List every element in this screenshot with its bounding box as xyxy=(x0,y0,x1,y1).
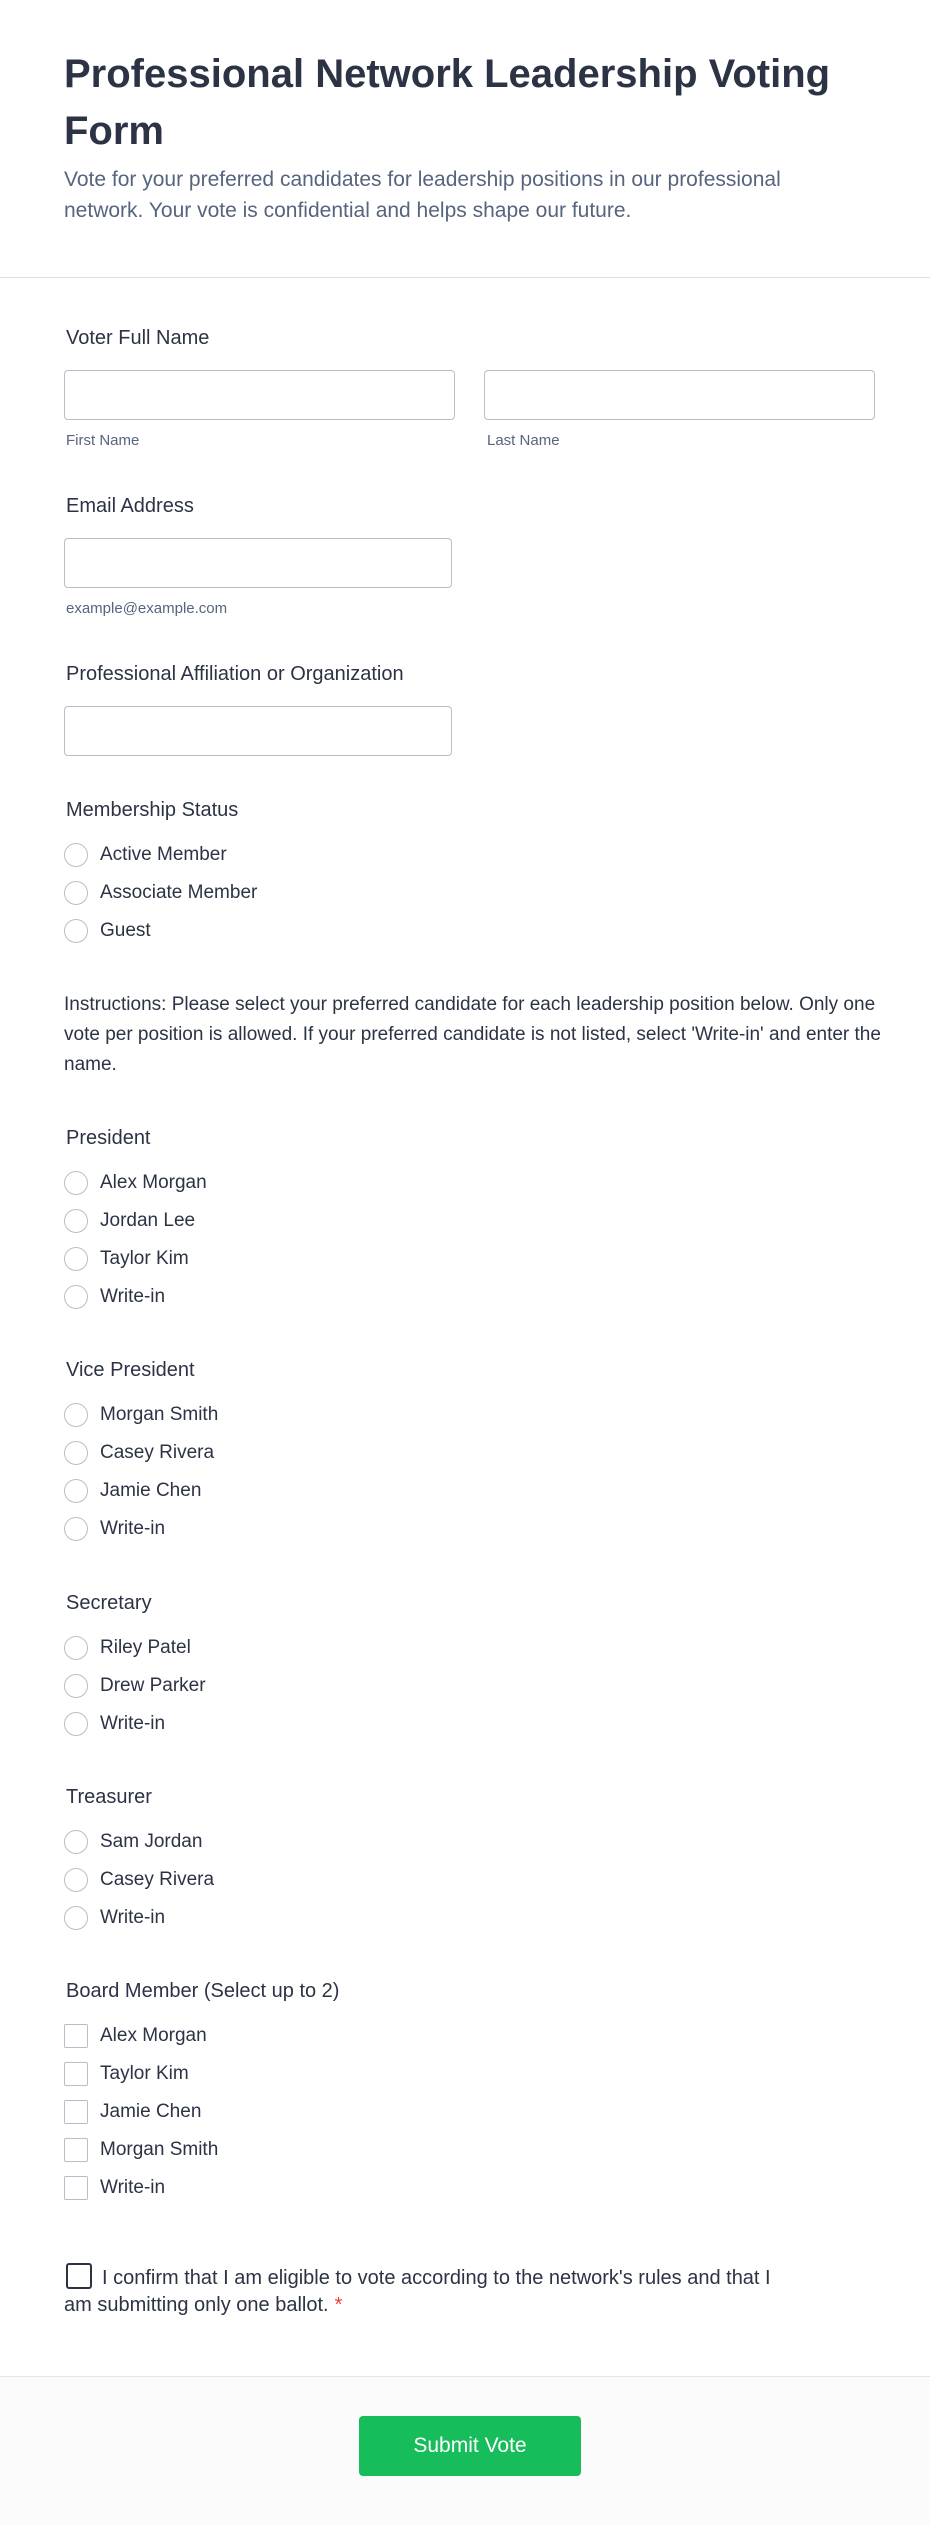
secretary-option-2[interactable] xyxy=(64,1672,206,1700)
president-option-writein[interactable] xyxy=(64,1283,165,1311)
board-member-option-2[interactable] xyxy=(64,2060,189,2088)
radio-button[interactable] xyxy=(64,1712,88,1736)
secretary-option-1[interactable] xyxy=(64,1634,191,1662)
form-description: Vote for your preferred candidates for leadership positions in our professional network. Your vote is confidential and helps shape our future. xyxy=(64,168,781,222)
voter-name-label: Voter Full Name xyxy=(66,327,210,349)
option-label: Associate Member xyxy=(100,882,258,903)
president-option-3[interactable] xyxy=(64,1245,189,1273)
first-name-sublabel: First Name xyxy=(66,432,140,449)
board-member-option-1[interactable] xyxy=(64,2022,207,2050)
vice-president-option-writein[interactable] xyxy=(64,1515,165,1543)
first-name-input[interactable] xyxy=(64,370,455,420)
checkbox[interactable] xyxy=(64,2024,88,2048)
email-input[interactable] xyxy=(64,538,452,588)
radio-button[interactable] xyxy=(64,1636,88,1660)
eligibility-confirmation[interactable] xyxy=(64,2263,784,2319)
membership-option-guest[interactable] xyxy=(64,917,151,945)
option-label: Alex Morgan xyxy=(100,1172,207,1193)
membership-option-active[interactable] xyxy=(64,841,227,869)
membership-status-label: Membership Status xyxy=(66,799,239,821)
option-label: Taylor Kim xyxy=(100,2063,189,2084)
option-label: Write-in xyxy=(100,2177,166,2198)
president-label: President xyxy=(66,1127,151,1149)
option-label: Casey Rivera xyxy=(100,1869,215,1890)
option-label: Sam Jordan xyxy=(100,1831,203,1852)
radio-button[interactable] xyxy=(64,1479,88,1503)
option-label: Jamie Chen xyxy=(100,1480,202,1501)
confirmation-text: I confirm that I am eligible to vote according to the network's rules and that I am submitting only one ballot. xyxy=(64,2267,771,2316)
option-label: Jordan Lee xyxy=(100,1210,196,1231)
checkbox[interactable] xyxy=(64,2138,88,2162)
radio-button[interactable] xyxy=(64,1403,88,1427)
option-label: Write-in xyxy=(100,1518,166,1539)
option-label: Riley Patel xyxy=(100,1637,191,1658)
radio-button[interactable] xyxy=(64,1247,88,1271)
form-title: Professional Network Leadership Voting Form xyxy=(64,52,831,153)
radio-button[interactable] xyxy=(64,1285,88,1309)
option-label: Alex Morgan xyxy=(100,2025,207,2046)
option-label: Taylor Kim xyxy=(100,1248,189,1269)
treasurer-label: Treasurer xyxy=(66,1786,152,1808)
option-label: Write-in xyxy=(100,1713,166,1734)
treasurer-option-writein[interactable] xyxy=(64,1904,165,1932)
radio-button[interactable] xyxy=(64,1674,88,1698)
board-member-option-writein[interactable] xyxy=(64,2174,165,2202)
treasurer-option-2[interactable] xyxy=(64,1866,214,1894)
checkbox[interactable] xyxy=(64,2062,88,2086)
option-label: Morgan Smith xyxy=(100,1404,219,1425)
membership-option-associate[interactable] xyxy=(64,879,257,907)
last-name-sublabel: Last Name xyxy=(487,432,560,449)
affiliation-label: Professional Affiliation or Organization xyxy=(66,663,404,685)
radio-button[interactable] xyxy=(64,919,88,943)
form-header xyxy=(0,0,930,278)
vice-president-option-2[interactable] xyxy=(64,1439,214,1467)
option-label: Active Member xyxy=(100,844,227,865)
required-marker: * xyxy=(334,2294,343,2316)
radio-button[interactable] xyxy=(64,1830,88,1854)
board-member-option-3[interactable] xyxy=(64,2098,201,2126)
checkbox[interactable] xyxy=(64,2100,88,2124)
treasurer-option-1[interactable] xyxy=(64,1828,202,1856)
form-footer xyxy=(0,2376,930,2525)
radio-button[interactable] xyxy=(64,1171,88,1195)
radio-button[interactable] xyxy=(64,1441,88,1465)
option-label: Write-in xyxy=(100,1286,166,1307)
option-label: Jamie Chen xyxy=(100,2101,202,2122)
option-label: Write-in xyxy=(100,1907,166,1928)
voting-instructions: Instructions: Please select your preferred candidate for each leadership position below. Only one vote per position is allowed. If your preferred candidate is not listed, select 'Write-in' and enter the name. xyxy=(64,994,881,1075)
radio-button[interactable] xyxy=(64,1209,88,1233)
option-label: Morgan Smith xyxy=(100,2139,219,2160)
board-member-option-4[interactable] xyxy=(64,2136,218,2164)
secretary-option-writein[interactable] xyxy=(64,1710,165,1738)
email-label: Email Address xyxy=(66,495,194,517)
board-member-label: Board Member (Select up to 2) xyxy=(66,1980,340,2002)
option-label: Casey Rivera xyxy=(100,1442,215,1463)
email-sublabel: example@example.com xyxy=(66,600,228,617)
submit-vote-button[interactable]: Submit Vote xyxy=(359,2416,581,2476)
president-option-1[interactable] xyxy=(64,1169,207,1197)
radio-button[interactable] xyxy=(64,881,88,905)
radio-button[interactable] xyxy=(64,1906,88,1930)
option-label: Guest xyxy=(100,920,151,941)
confirmation-checkbox[interactable] xyxy=(66,2263,92,2289)
president-option-2[interactable] xyxy=(64,1207,195,1235)
vice-president-option-3[interactable] xyxy=(64,1477,201,1505)
radio-button[interactable] xyxy=(64,1517,88,1541)
secretary-label: Secretary xyxy=(66,1592,152,1614)
radio-button[interactable] xyxy=(64,843,88,867)
radio-button[interactable] xyxy=(64,1868,88,1892)
vice-president-option-1[interactable] xyxy=(64,1401,218,1429)
vice-president-label: Vice President xyxy=(66,1359,195,1381)
affiliation-input[interactable] xyxy=(64,706,452,756)
option-label: Drew Parker xyxy=(100,1675,206,1696)
checkbox[interactable] xyxy=(64,2176,88,2200)
last-name-input[interactable] xyxy=(484,370,875,420)
